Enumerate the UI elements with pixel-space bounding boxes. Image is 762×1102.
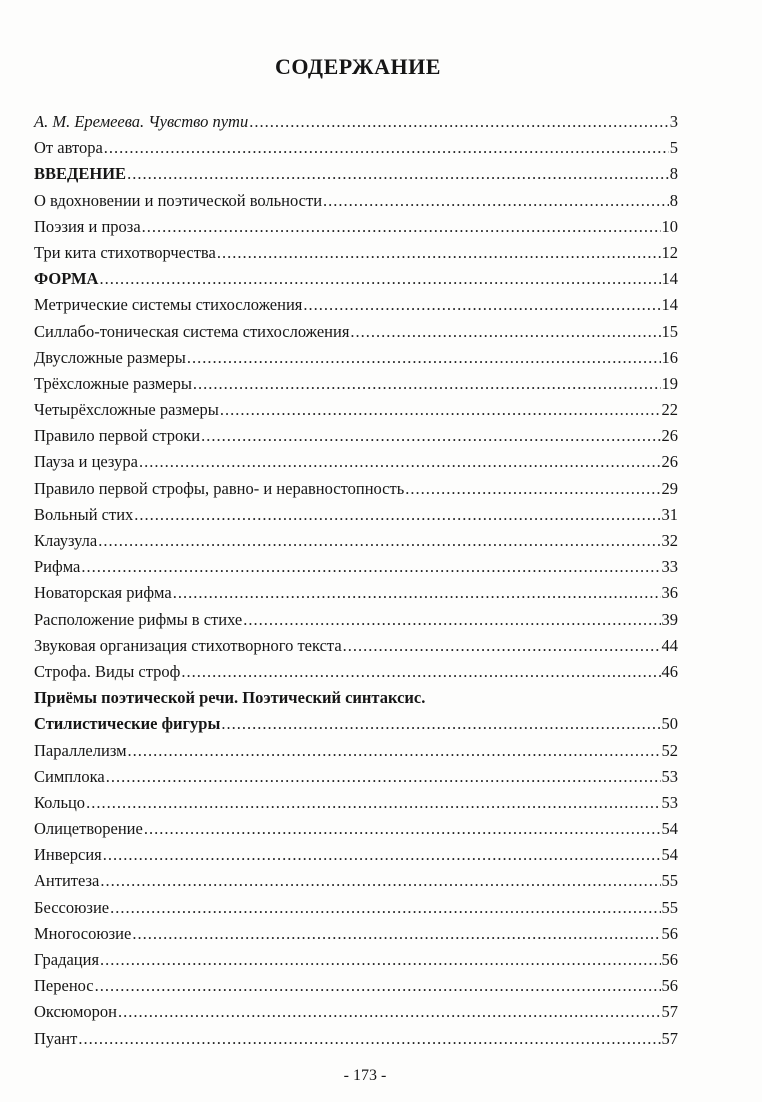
toc-entry-page-number: 29 (661, 478, 678, 498)
toc-entry-page-number: 22 (661, 400, 678, 420)
toc-dot-leader (201, 423, 660, 449)
toc-entry (34, 1026, 678, 1052)
toc-entry (34, 345, 678, 371)
toc-dot-leader (103, 842, 661, 868)
toc-entry (34, 868, 678, 894)
toc-dot-leader (86, 790, 660, 816)
toc-entry-page-number: 53 (661, 792, 678, 812)
toc-dot-leader (81, 554, 660, 580)
toc-entry-label: ВВЕДЕНИЕ (34, 164, 127, 184)
toc-entry-label: Клаузула (34, 531, 98, 550)
toc-entry-page-number: 26 (661, 426, 678, 446)
toc-dot-leader (78, 1026, 660, 1052)
toc-dot-leader (118, 999, 661, 1025)
toc-entry-page-number: 54 (661, 845, 678, 865)
toc-dot-leader (110, 895, 660, 921)
toc-entry-page-number: 54 (661, 819, 678, 839)
toc-entry-page-number: 39 (661, 609, 678, 629)
toc-entry-label: Новаторская рифма (34, 583, 172, 603)
toc-entry (34, 633, 678, 659)
toc-dot-leader (139, 449, 661, 475)
toc-entry (34, 895, 678, 921)
toc-dot-leader (104, 135, 669, 161)
toc-dot-leader (323, 188, 669, 214)
toc-entry (34, 476, 678, 502)
toc-dot-leader (350, 319, 660, 345)
toc-entry-page-number: 57 (661, 1028, 678, 1048)
toc-dot-leader (173, 580, 661, 606)
toc-dot-leader (249, 109, 669, 135)
toc-entry-label: Три кита стихотворчества (34, 242, 216, 262)
toc-entry (34, 528, 678, 554)
toc-entry-page-number: 56 (661, 976, 678, 996)
toc-entry (34, 580, 678, 606)
toc-entry-label: Перенос (34, 976, 94, 996)
toc-dot-leader (303, 292, 660, 318)
toc-entry-page-number: 56 (661, 950, 678, 969)
toc-entry-label: Олицетворение (34, 819, 143, 839)
toc-entry-page-number: 5 (669, 138, 678, 158)
toc-entry-label: Силлабо-тоническая система стихосложения (34, 321, 350, 341)
toc-entry-label: Пауза и цезура (34, 452, 138, 472)
toc-entry (34, 502, 678, 528)
toc-entry (34, 738, 678, 764)
toc-entry-label: Многосоюзие (34, 923, 132, 943)
toc-entry (34, 292, 678, 318)
toc-entry-label: Двусложные размеры (34, 347, 186, 367)
toc-entry-page-number: 55 (661, 897, 678, 917)
toc-entry-label: Поэзия и проза (34, 216, 141, 236)
toc-entry-label: Симплока (34, 766, 105, 786)
table-of-contents (34, 109, 678, 1052)
toc-entry-page-number: 46 (661, 661, 678, 681)
toc-dot-leader (343, 633, 661, 659)
toc-entry-label: Пуант (34, 1028, 78, 1048)
toc-entry (34, 711, 678, 737)
toc-dot-leader (98, 528, 660, 554)
toc-entry-page-number: 12 (661, 242, 678, 262)
toc-dot-leader (142, 214, 661, 240)
toc-entry-label: Строфа. Виды строф (34, 661, 181, 681)
toc-entry-page-number: 44 (661, 635, 678, 655)
toc-entry-page-number: 15 (661, 321, 678, 341)
toc-entry (34, 371, 678, 397)
toc-dot-leader (134, 502, 660, 528)
toc-dot-leader (127, 161, 669, 187)
toc-entry-label: Трёхсложные размеры (34, 373, 192, 393)
toc-entry-label: Расположение рифмы в стихе (34, 609, 243, 629)
toc-entry-page-number: 8 (669, 164, 678, 184)
toc-dot-leader (144, 816, 661, 842)
toc-entry-label: Вольный стих (34, 504, 134, 524)
toc-entry-label: ФОРМА (34, 269, 99, 289)
toc-entry (34, 921, 678, 947)
toc-dot-leader (220, 397, 661, 423)
toc-entry-page-number: 36 (661, 583, 678, 603)
toc-entry (34, 135, 678, 161)
toc-entry (34, 999, 678, 1025)
page-number-footer: - 173 - (343, 1067, 387, 1084)
toc-entry (34, 109, 678, 135)
toc-entry (34, 816, 678, 842)
toc-dot-leader (100, 947, 660, 973)
toc-dot-leader (221, 711, 660, 737)
toc-entry-label: Оксюморон (34, 1002, 117, 1022)
toc-entry-page-number: 19 (661, 373, 678, 393)
toc-entry-label: Четырёхсложные размеры (34, 400, 219, 420)
toc-entry-label: Бессоюзие (34, 897, 110, 917)
toc-entry (34, 161, 678, 187)
toc-entry (34, 764, 678, 790)
toc-entry-page-number: 56 (661, 923, 678, 943)
toc-entry-page-number: 14 (661, 269, 678, 289)
toc-entry-label: Правило первой строки (34, 426, 201, 446)
toc-entry (34, 449, 678, 475)
toc-dot-leader (187, 345, 661, 371)
toc-entry-label: Приёмы поэтической речи. Поэтический синтаксис. (34, 688, 426, 708)
toc-entry-label: О вдохновении и поэтической вольности (34, 190, 323, 210)
toc-entry-label: Параллелизм (34, 740, 127, 760)
toc-entry (34, 947, 678, 973)
toc-entry-label: Инверсия (34, 845, 102, 865)
toc-entry-page-number: 33 (661, 557, 678, 577)
toc-entry (34, 188, 678, 214)
toc-dot-leader (243, 607, 660, 633)
toc-dot-leader (193, 371, 661, 397)
toc-entry (34, 266, 678, 292)
toc-entry (34, 423, 678, 449)
toc-dot-leader (132, 921, 660, 947)
toc-entry (34, 790, 678, 816)
toc-dot-leader (106, 764, 661, 790)
toc-entry (34, 554, 678, 580)
toc-entry-label: Градация (34, 950, 100, 969)
toc-entry-page-number: 52 (661, 740, 678, 760)
toc-entry-label: Метрические системы стихосложения (34, 295, 303, 315)
toc-dot-leader (181, 659, 660, 685)
toc-entry-label: Правило первой строфы, равно- и неравностопность (34, 478, 405, 498)
toc-entry-page-number: 31 (661, 504, 678, 524)
toc-entry-label: А. М. Еремеева. Чувство пути (34, 112, 249, 131)
toc-entry (34, 214, 678, 240)
toc-dot-leader (128, 738, 661, 764)
toc-entry-label: От автора (34, 138, 103, 158)
toc-dot-leader (217, 240, 661, 266)
toc-entry-page-number: 8 (669, 190, 678, 210)
toc-entry (34, 319, 678, 345)
toc-entry-label: Кольцо (34, 792, 86, 812)
toc-entry-page-number: 16 (661, 347, 678, 367)
toc-entry-label: Рифма (34, 557, 81, 577)
toc-dot-leader (99, 266, 660, 292)
toc-entry-page-number: 10 (661, 216, 678, 236)
toc-entry (34, 685, 678, 711)
toc-entry-label: Антитеза (34, 871, 100, 891)
toc-entry-page-number: 32 (661, 531, 678, 550)
toc-entry-page-number: 57 (661, 1002, 678, 1022)
toc-dot-leader (100, 868, 660, 894)
page-title: СОДЕРЖАНИЕ (275, 54, 441, 79)
toc-entry-page-number: 55 (661, 871, 678, 891)
toc-entry (34, 973, 678, 999)
toc-entry (34, 397, 678, 423)
toc-entry-page-number: 53 (661, 766, 678, 786)
toc-entry (34, 659, 678, 685)
toc-entry-page-number: 14 (661, 295, 678, 315)
toc-entry (34, 607, 678, 633)
toc-entry-label: Звуковая организация стихотворного текста (34, 635, 342, 655)
toc-entry (34, 240, 678, 266)
toc-entry-label: Стилистические фигуры (34, 714, 221, 734)
toc-entry (34, 842, 678, 868)
toc-entry-page-number: 26 (661, 452, 678, 472)
toc-entry-page-number: 50 (661, 714, 678, 734)
toc-dot-leader (405, 476, 660, 502)
toc-dot-leader (95, 973, 661, 999)
toc-entry-page-number: 3 (669, 112, 678, 131)
